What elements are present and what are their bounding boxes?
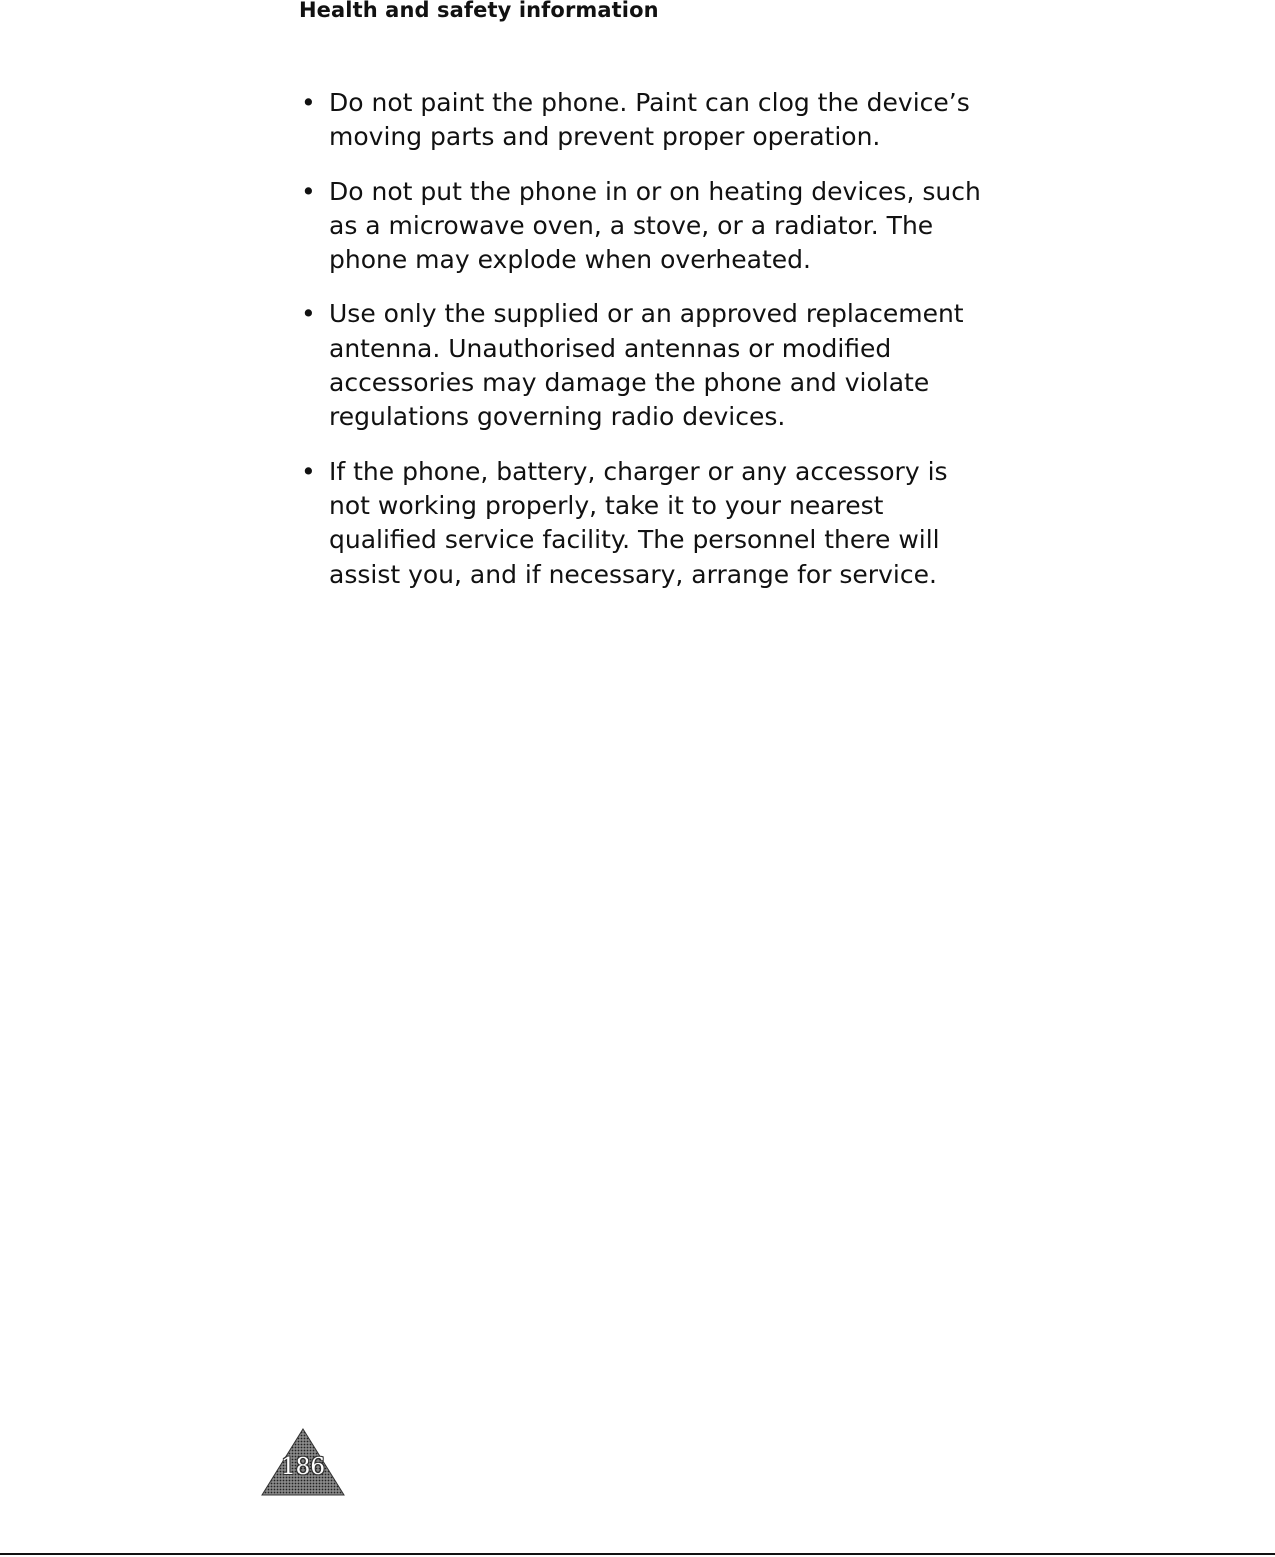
bullet-dot-icon: • [301,176,316,206]
bullet-item [300,175,990,278]
bullet-item [300,455,990,592]
bullet-item [300,86,990,155]
page-number-triangle [261,1428,345,1496]
bullet-text: Use only the supplied or an approved replacement antenna. Unauthorised antennas or modified accessories may damage the phone and violate regulations governing radio devices. [329,299,964,432]
bullet-dot-icon: • [301,88,316,117]
bullet-dot-icon: • [301,299,316,329]
page-number: 186 [281,1454,325,1480]
safety-bullet-list [300,86,990,612]
section-header: Health and safety information [299,0,659,22]
bullet-text: If the phone, battery, charger or any accessory is not working properly, take it to your nearest qualified service facility. The personnel there will assist you, and if necessary, arrange for service. [329,456,948,589]
bullet-item [300,297,990,434]
bullet-text: Do not paint the phone. Paint can clog the device’s moving parts and prevent proper operation. [329,88,970,152]
bullet-text: Do not put the phone in or on heating devices, such as a microwave oven, a stove, or a radiator. The phone may explode when overheated. [329,176,981,275]
bullet-dot-icon: • [301,456,316,486]
footer-rule [0,1553,1275,1555]
